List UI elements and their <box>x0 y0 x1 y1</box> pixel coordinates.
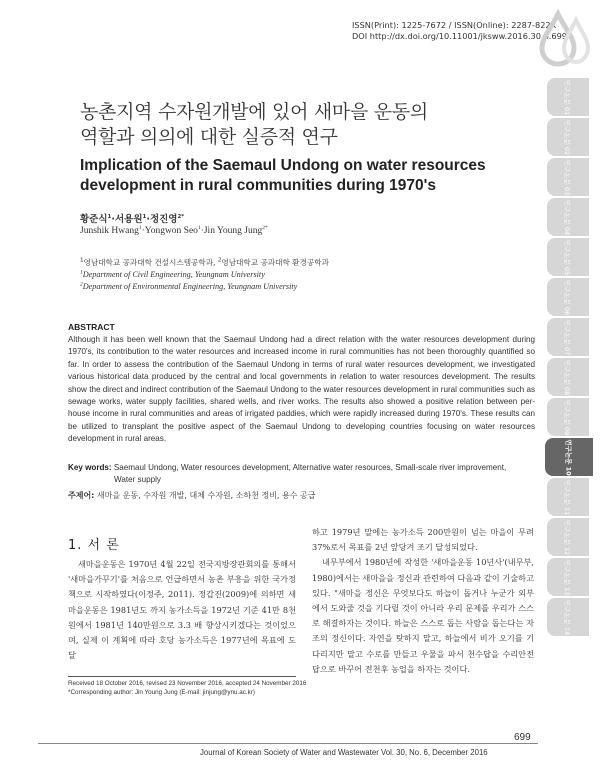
side-tab[interactable] <box>547 358 589 396</box>
footnote-rule <box>68 676 296 677</box>
journal-citation: Journal of Korean Society of Water and Wastewater Vol. 30, No. 6, December 2016 <box>200 748 488 757</box>
side-tab-label: 연구논문 12 <box>563 519 572 555</box>
body-left-column: 새마을운동은 1970년 4월 22일 전국지방장관회의를 통해서 '새마을가꾸기'를 처음으로 언급하면서 농촌 부흥을 위한 국가정책으로 시작하였다(이정주, 2011). 정갑진(2009)에 의하면 새마을운동은 1981년도 까지 농가소득을 1972년 기준 41만 8천원에서 1981년 140만원으로 3.3 배 향상시키겠다는 것이었으며, 실제 이 계획에 따라 호당 농가소득은 1977년에 목표에 도달 <box>68 559 296 661</box>
body-right-column: 하고 1979년 말에는 농가소득 200만원이 넘는 마을이 무려 37%로서 목표를 2년 앞당겨 조기 달성되었다. 내무부에서 1980년에 작성한 '새마을운동 10년사'(내무부, 1980)에서는 새마을을 정신과 관련하여 다음과 같이 기술하고 있다. "새마을 정신은 무엇보다도 하늘이 돕거나 누군가 외부에서 도와줄 것을 기다릴 것이 아니라 우리 문제를 우리가 스스로 해결하자는 것이다. 하늘은 스스로 돕는 사람을 돕는다는 자조의 정신이다. 자연을 탓하지 말고, 하늘에서 비가 오기를 기다리지만 말고 수로를 만들고 우물을 파서 천수답을 수리안전답으로 바꾸어 전천후 농업을 하자는 것이다. <box>312 527 534 674</box>
side-tab[interactable] <box>547 558 589 596</box>
side-tab[interactable] <box>547 238 589 276</box>
side-tab[interactable] <box>547 118 589 156</box>
abstract-body: Although it has been well known that the Saemaul Undong had a direct relation with the water resources development during 1970's, its contribution to the water resources and increased income in rural communities has not been thoroughly quantified so far. In order to assess the contribution of the Saemaul Undong in terms of rural water resources development, we investigated various historical data produced by the central and local governments in relation to water resources development. The results show the direct and indirect contribution of the Saemaul Undong to the water resources development in rural communities such as sewage works, water supply facilities, shared wells, and river works. The results also showed a positive relation between per-house income in rural communities and areas of irrigated paddies, which were rapidly increased during 1970's. These results can be utilized to transplant the positive aspect of the Saemaul Undong to developing countries focusing on water resources development in rural areas. <box>68 335 535 444</box>
issn-line: ISSN(Print): 1225-7672 / ISSN(Online): 2287-822X <box>352 20 557 30</box>
side-tab-label: 연구논문 10 <box>564 438 573 476</box>
affiliations: $^1$영남대학교 공과대학 건설시스템공학과, $^2$영남대학교 공과대학 환경공학과 $^1$Department of Civil Engineering, Yeungnam University $^2$Department of Environmental Engineering, Yeungnam University <box>80 257 329 291</box>
side-tab[interactable] <box>547 318 589 356</box>
side-tab-label: 연구논문 05 <box>563 239 572 275</box>
authors-english: Junshik Hwang$^1$·Yongwon Seo$^1$·Jin Young Jung$^{2*}$ <box>80 224 268 236</box>
side-tab-label: 연구논문 04 <box>563 199 572 235</box>
section-heading: 1. 서 론 <box>68 538 120 553</box>
side-tab-label: 연구논문 06 <box>563 279 572 315</box>
side-tab-label: 연구논문 07 <box>563 319 572 355</box>
side-tab[interactable] <box>547 478 589 516</box>
side-tab-label: 연구논문 02 <box>563 119 572 155</box>
side-tab[interactable] <box>545 438 593 476</box>
footer-rule <box>38 743 538 744</box>
side-tab-label: 연구논문 03 <box>563 159 572 195</box>
korean-title: 농촌지역 수자원개발에 있어 새마을 운동의 역할과 의의에 대한 실증적 연구 <box>80 101 428 148</box>
side-tab[interactable] <box>547 518 589 556</box>
authors-korean: 황준식$^1$·서용원$^1$·정진영$^{2*}$ <box>80 213 185 225</box>
page-number: 699 <box>514 732 531 743</box>
side-tab[interactable] <box>547 158 589 196</box>
side-tab-label: 연구논문 11 <box>563 479 572 515</box>
keywords: Key words: Saemaul Undong, Water resources development, Alternative water resources, Small-scale river improvement, Water supply <box>68 463 507 484</box>
doi-line: DOI http://dx.doi.org/10.11001/jksww.2016.30.6.699 <box>352 31 568 41</box>
side-tab-label: 연구논문 01 <box>563 79 572 115</box>
english-title: Implication of the Saemaul Undong on water resources development in rural communities during 1970's <box>80 157 486 194</box>
side-tab-label: 연구논문 08 <box>563 359 572 395</box>
side-tab-label: 연구논문 14 <box>563 599 572 635</box>
keywords-korean: 주제어: 새마을 운동, 수자원 개발, 대체 수자원, 소하천 정비, 용수 공급 <box>68 491 316 500</box>
side-tab[interactable] <box>547 78 589 116</box>
abstract-heading: ABSTRACT <box>68 322 115 332</box>
journal-drop-logo-icon <box>536 6 596 68</box>
side-tab[interactable] <box>547 198 589 236</box>
side-tab[interactable] <box>547 398 589 436</box>
side-tab[interactable] <box>547 598 589 636</box>
side-tab-label: 연구논문 09 <box>563 399 572 435</box>
side-tab-label: 연구논문 13 <box>563 559 572 595</box>
footnote: Received 18 October 2016, revised 23 November 2016, accepted 24 November 2016 *Corresponding author: Jin Young Jung (E-mail: jinjung@ynu.ac.kr) <box>68 680 307 696</box>
side-tab[interactable] <box>547 278 589 316</box>
issn-doi-header <box>352 20 567 42</box>
